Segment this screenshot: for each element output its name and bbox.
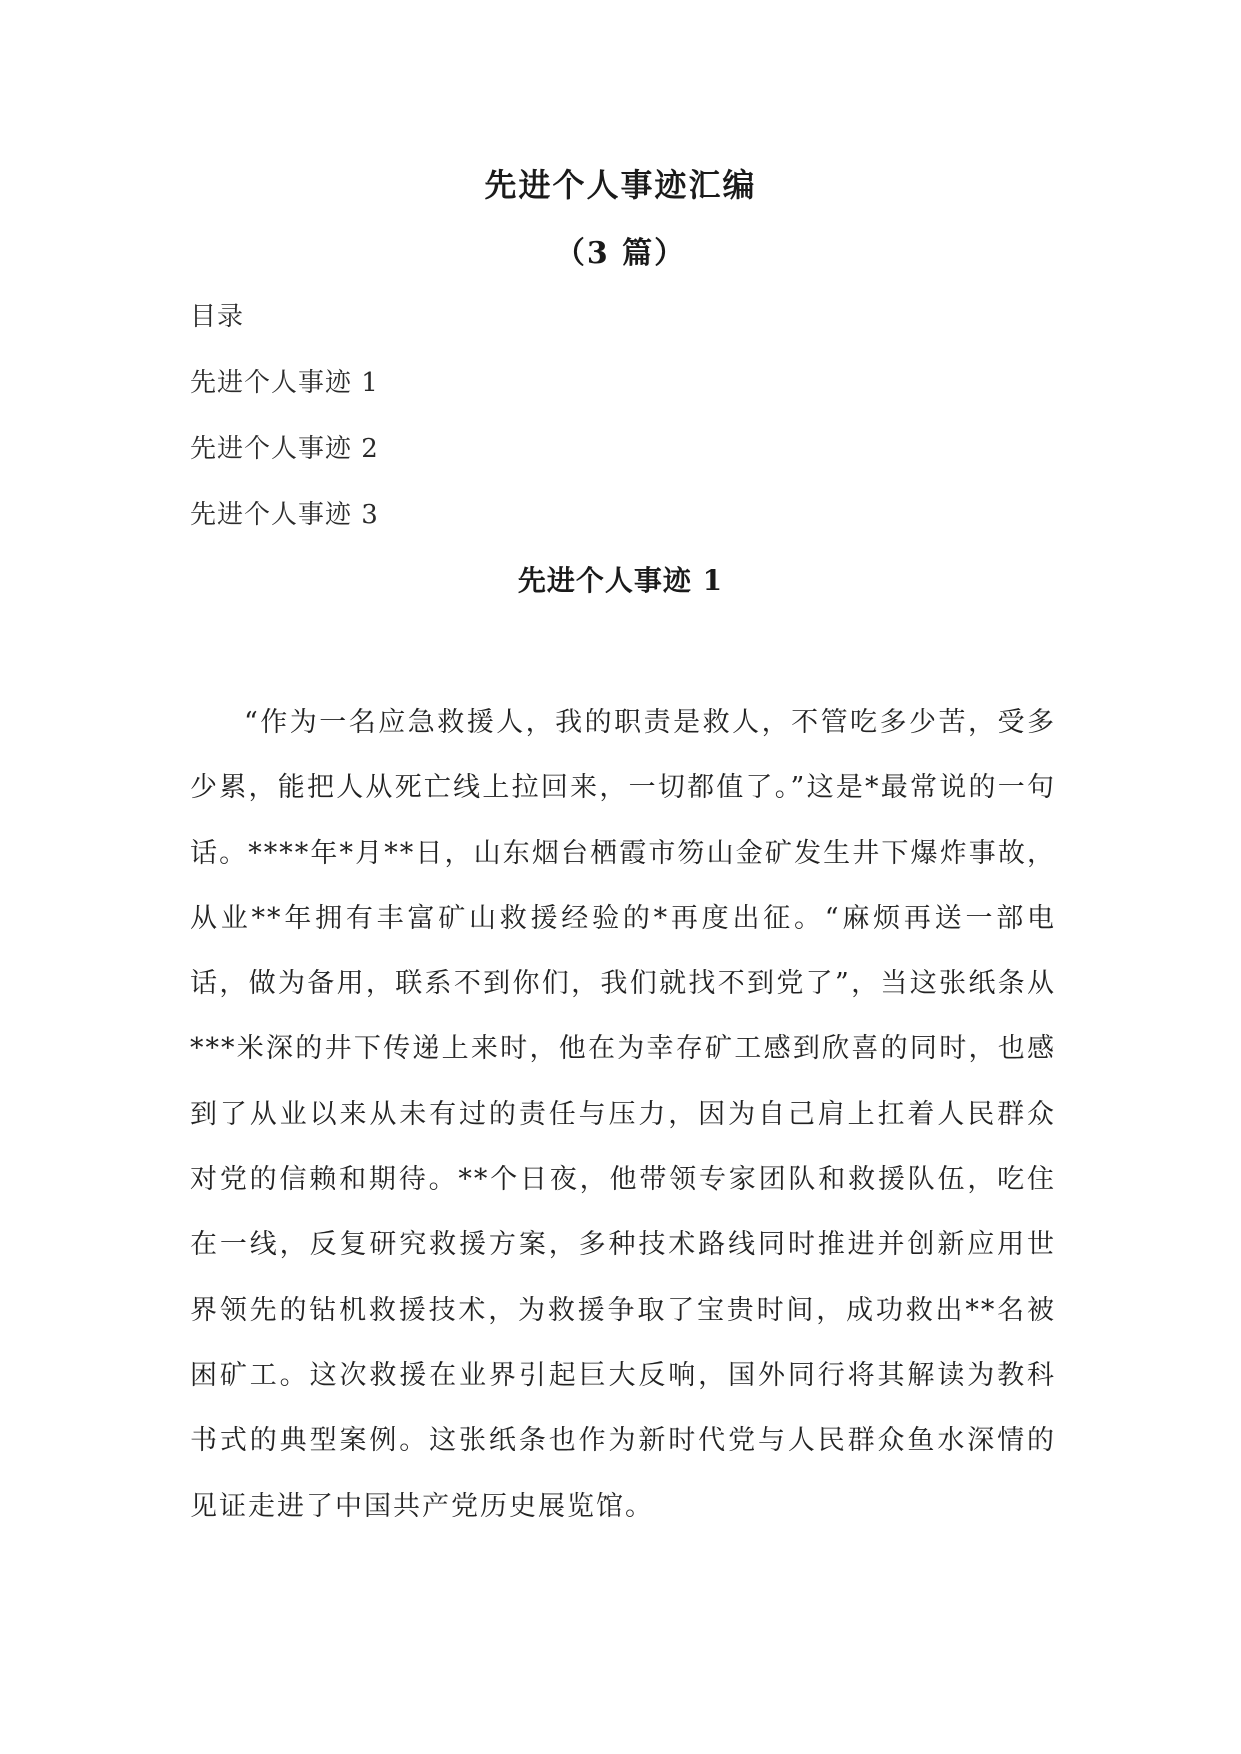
document-subtitle: （3 篇） <box>554 236 687 271</box>
toc-heading: 目录 <box>190 302 245 332</box>
section-paragraph: “作为一名应急救援人，我的职责是救人，不管吃多少苦，受多少累，能把人从死亡线上拉回来，一切都值了。”这是*最常说的一句话。****年*月**日，山东烟台栖霞市笏山金矿发生井下爆炸事故，从业**年拥有丰富矿山救援经验的*再度出征。“麻烦再送一部电话，做为备用，联系不到你们，我们就找不到党了”，当这张纸条从***米深的井下传递上来时，他在为幸存矿工感到欣喜的同时，也感到了从业以来从未有过的责任与压力，因为自己肩上扛着人民群众对党的信赖和期待。**个日夜，他带领专家团队和救援队伍，吃住在一线，反复研究救援方案，多种技术路线同时推进并创新应用世界领先的钻机救援技术，为救援争取了宝贵时间，成功救出**名被困矿工。这次救援在业界引起巨大反响，国外同行将其解读为教科书式的典型案例。这张纸条也作为新时代党与人民群众鱼水深情的见证走进了中国共产党历史展览馆。 <box>190 707 1056 1522</box>
toc-item[interactable]: 先进个人事迹 1 <box>190 368 379 398</box>
document-title: 先进个人事迹汇编 <box>484 166 757 204</box>
toc-item[interactable]: 先进个人事迹 3 <box>190 500 379 530</box>
toc-item[interactable]: 先进个人事迹 2 <box>190 434 379 464</box>
section-title: 先进个人事迹 1 <box>517 564 724 597</box>
